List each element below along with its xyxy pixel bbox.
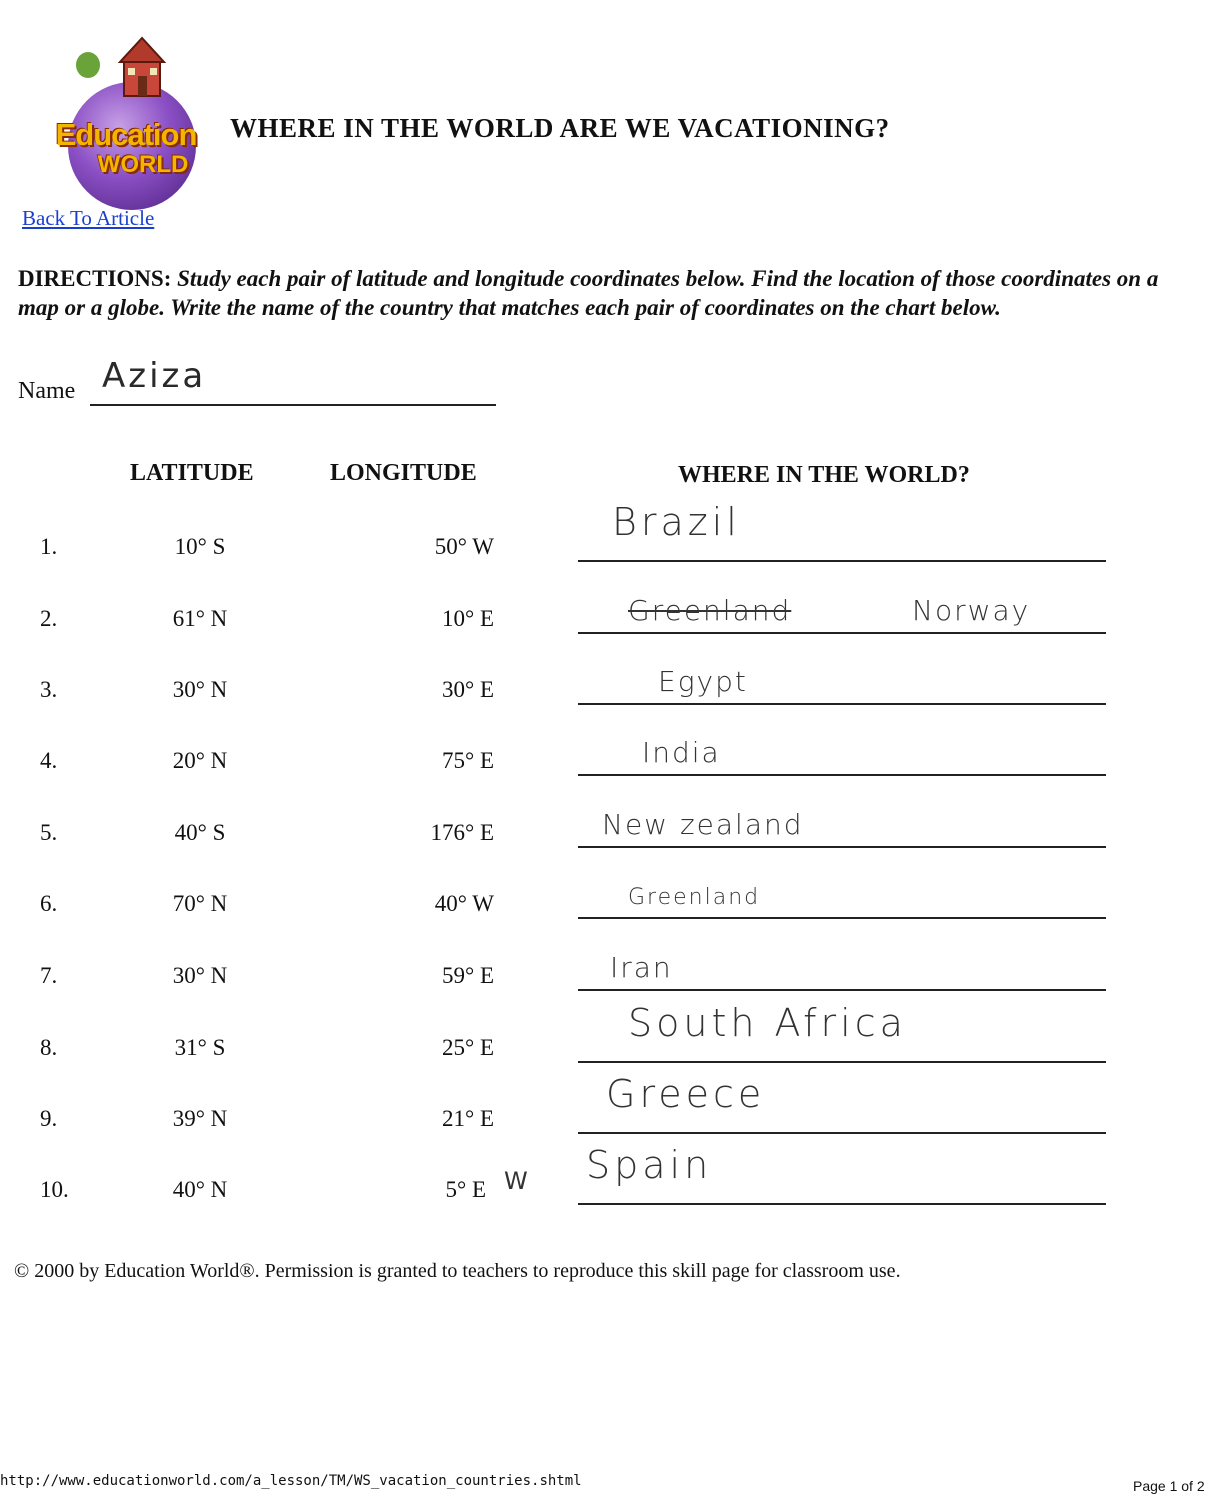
answer-line (578, 1132, 1106, 1134)
row-number: 4. (40, 748, 58, 773)
answer-line (578, 846, 1106, 848)
table-row (0, 951, 1207, 1035)
apple-icon (76, 52, 100, 78)
row-number: 7. (40, 963, 58, 988)
answer-handwritten: Spain (586, 1143, 713, 1187)
longitude-value: 75° E (442, 748, 494, 773)
answer-line (578, 632, 1106, 634)
latitude-value: 70° N (172, 891, 228, 916)
latitude-header: LATITUDE (130, 460, 254, 486)
longitude-value: 176° E (430, 820, 494, 845)
answer-handwritten: Norway (912, 594, 1031, 627)
table-row (0, 1001, 1207, 1107)
answer-handwritten: Iran (610, 951, 673, 984)
longitude-value: 10° E (442, 606, 494, 631)
where-header: WHERE IN THE WORLD? (678, 462, 970, 488)
answer-handwritten: Egypt (658, 665, 748, 698)
latitude-value: 10° S (174, 534, 226, 559)
row-number: 8. (40, 1035, 58, 1060)
answer-line (578, 1061, 1106, 1063)
longitude-value: 50° W (434, 534, 494, 559)
table-row (0, 885, 1207, 963)
longitude-value: 25° E (442, 1035, 494, 1060)
directions (18, 264, 1203, 322)
longitude-value: 59° E (442, 963, 494, 988)
answer-line (578, 989, 1106, 991)
row-number: 9. (40, 1106, 58, 1131)
document-title: WHERE IN THE WORLD ARE WE VACATIONING? (230, 113, 890, 143)
row-number: 10. (40, 1177, 69, 1202)
table-row (0, 808, 1207, 892)
longitude-value: 21° E (442, 1106, 494, 1131)
name-line (90, 404, 496, 406)
row-number: 5. (40, 820, 58, 845)
footer-url: http://www.educationworld.com/a_lesson/TM/WS_vacation_countries.shtml (0, 1473, 582, 1489)
answer-line (578, 774, 1106, 776)
row-number: 3. (40, 677, 58, 702)
back-to-article-link[interactable]: Back To Article (22, 206, 155, 230)
longitude-value: 30° E (442, 677, 494, 702)
longitude-value: 40° W (434, 891, 494, 916)
answer-line (578, 1203, 1106, 1205)
name-label: Name (18, 378, 76, 404)
schoolhouse-icon (116, 36, 168, 100)
answer-handwritten: Brazil (612, 500, 741, 544)
row-number: 1. (40, 534, 58, 559)
answer-struck-out: Greenland (628, 594, 792, 627)
latitude-value: 40° S (174, 820, 226, 845)
copyright-notice: © 2000 by Education World®. Permission is granted to teachers to reproduce this skill page for classroom use. (14, 1260, 901, 1282)
education-world-logo (46, 30, 206, 210)
latitude-value: 30° N (172, 677, 228, 702)
answer-handwritten: New zealand (602, 808, 804, 841)
latitude-value: 30° N (172, 963, 228, 988)
longitude-header: LONGITUDE (330, 460, 477, 486)
latitude-value: 20° N (172, 748, 228, 773)
answer-line (578, 560, 1106, 562)
directions-text: Study each pair of latitude and longitude coordinates below. Find the location of those coordinates on a map or a globe. Write the name of the country that matches each pair of coordinates on the chart below. (18, 266, 1159, 320)
directions-label: DIRECTIONS: (18, 266, 172, 291)
latitude-value: 39° N (172, 1106, 228, 1131)
answer-handwritten: Greenland (628, 885, 761, 910)
answer-handwritten: India (642, 736, 721, 769)
longitude-value: 5° E (445, 1177, 486, 1202)
latitude-value: 40° N (172, 1177, 228, 1202)
table-row (0, 1143, 1207, 1249)
answer-handwritten: Greece (606, 1072, 766, 1116)
latitude-value: 61° N (172, 606, 228, 631)
name-handwritten: Aziza (102, 356, 207, 396)
row-number: 6. (40, 891, 58, 916)
row-number: 2. (40, 606, 58, 631)
answer-handwritten: South Africa (628, 1001, 907, 1045)
footer-page-number: Page 1 of 2 (1133, 1478, 1205, 1494)
table-row (0, 594, 1207, 678)
longitude-correction-handwritten: W (504, 1167, 528, 1195)
logo-text: Education WORLD (55, 117, 197, 178)
table-row (0, 665, 1207, 749)
answer-line (578, 917, 1106, 919)
answer-line (578, 703, 1106, 705)
latitude-value: 31° S (174, 1035, 226, 1060)
